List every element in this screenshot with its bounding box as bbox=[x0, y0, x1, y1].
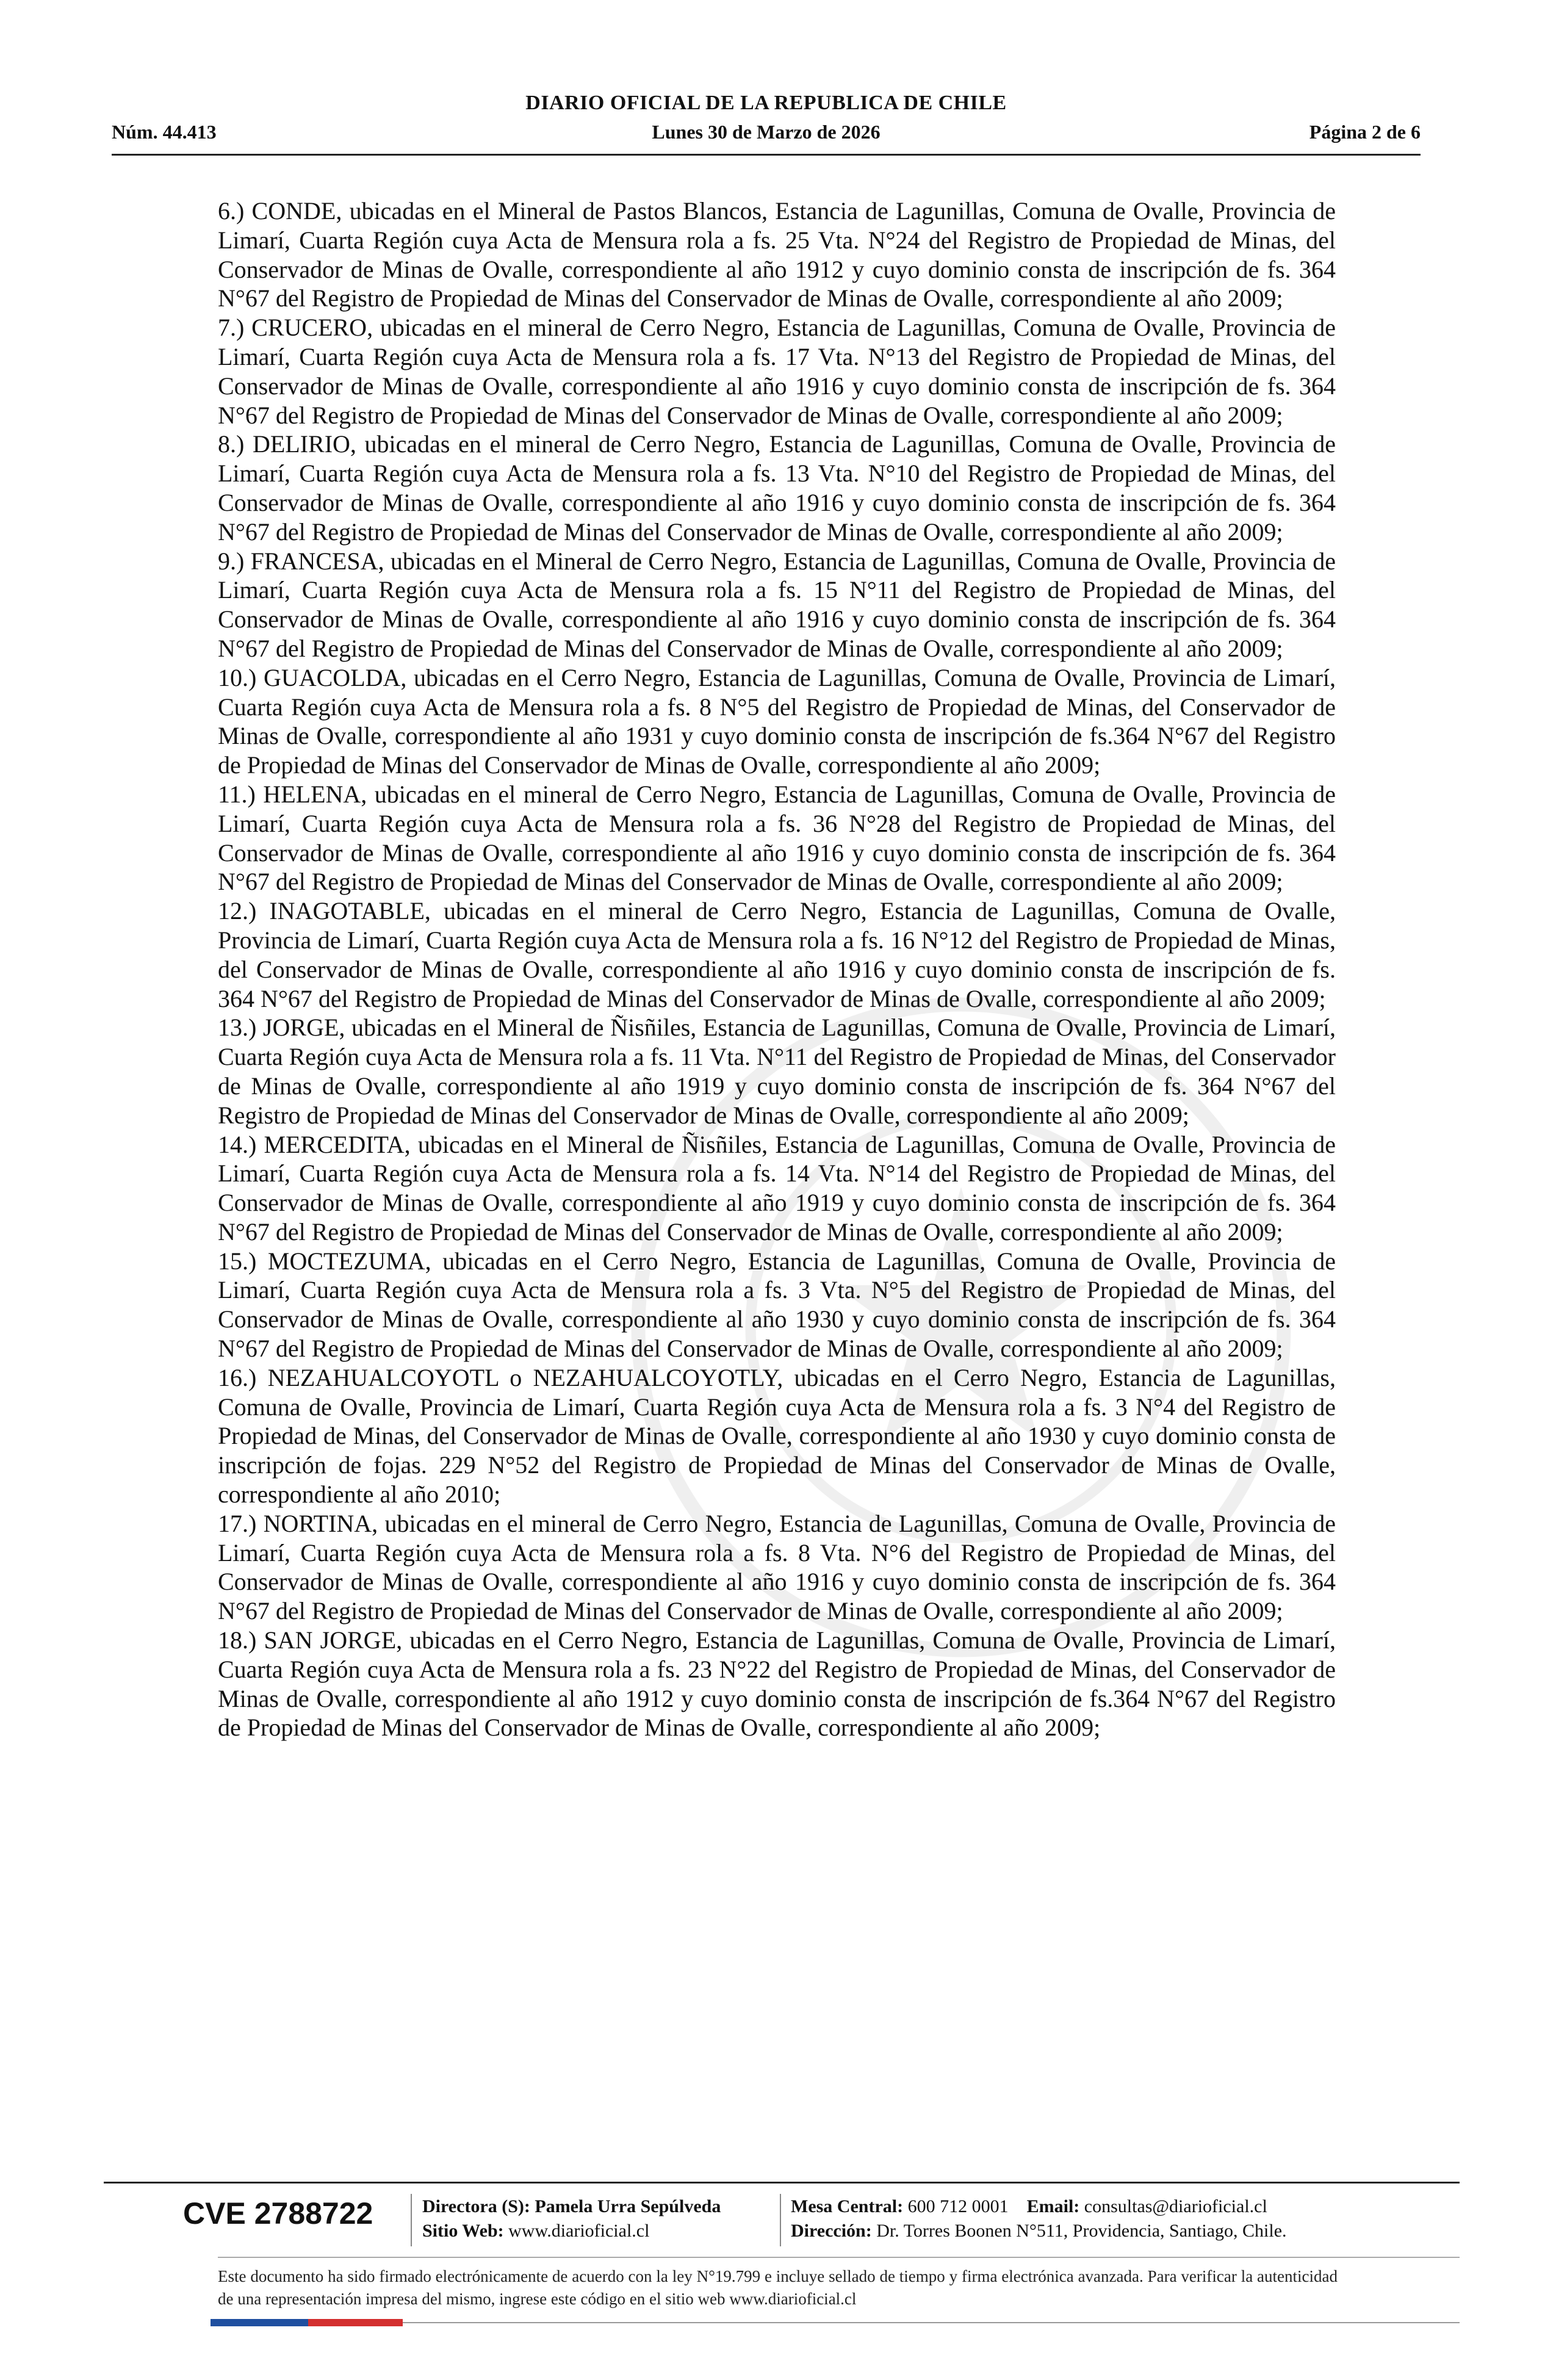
paragraph-11: 11.) HELENA, ubicadas en el mineral de Cerro Negro, Estancia de Lagunillas, Comuna de Ovalle, Provincia de Limarí, Cuarta Región cuya Acta de Mensura rola a fs. 36 N°28 del Registro de Propiedad de Minas, del Conservador de Minas de Ovalle, correspondiente al año 1916 y cuyo dominio consta de inscripción de fs. 364 N°67 del Registro de Propiedad de Minas del Conservador de Minas de Ovalle, correspondiente al año 2009; bbox=[218, 780, 1336, 896]
flag-bar-blue bbox=[211, 2319, 308, 2326]
email-label: Email: bbox=[1026, 2196, 1080, 2216]
signature-note: Este documento ha sido firmado electrónicamente de acuerdo con la ley N°19.799 e incluye sellado de tiempo y firma electrónica avanzada. Para verificar la autenticidad de una representación impresa del mismo, ingrese este código en el sitio web www.diarioficial.cl bbox=[218, 2267, 1338, 2308]
site-label: Sitio Web: bbox=[422, 2221, 504, 2241]
document-body bbox=[218, 197, 1336, 1742]
header-divider bbox=[112, 154, 1421, 156]
paragraph-15: 15.) MOCTEZUMA, ubicadas en el Cerro Negro, Estancia de Lagunillas, Comuna de Ovalle, Provincia de Limarí, Cuarta Región cuya Acta de Mensura rola a fs. 3 Vta. N°5 del Registro de Propiedad de Minas, del Conservador de Minas de Ovalle, correspondiente al año 1930 y cuyo dominio consta de inscripción de fs. 364 N°67 del Registro de Propiedad de Minas del Conservador de Minas de Ovalle, correspondiente al año 2009; bbox=[218, 1247, 1336, 1363]
paragraph-7: 7.) CRUCERO, ubicadas en el mineral de Cerro Negro, Estancia de Lagunillas, Comuna de Ovalle, Provincia de Limarí, Cuarta Región cuya Acta de Mensura rola a fs. 17 Vta. N°13 del Registro de Propiedad de Minas, del Conservador de Minas de Ovalle, correspondiente al año 1916 y cuyo dominio consta de inscripción de fs. 364 N°67 del Registro de Propiedad de Minas del Conservador de Minas de Ovalle, correspondiente al año 2009; bbox=[218, 314, 1336, 429]
publication-title: DIARIO OFICIAL DE LA REPUBLICA DE CHILE bbox=[525, 92, 1007, 114]
director-label: Directora (S): Pamela Urra Sepúlveda bbox=[422, 2196, 721, 2216]
footer-note-divider bbox=[218, 2257, 1460, 2258]
address-label: Dirección: bbox=[791, 2221, 872, 2241]
email-link[interactable]: consultas@diarioficial.cl bbox=[1084, 2196, 1267, 2216]
site-link[interactable]: www.diarioficial.cl bbox=[508, 2221, 650, 2241]
phone-value: 600 712 0001 bbox=[907, 2196, 1009, 2216]
page-header bbox=[112, 92, 1421, 156]
paragraph-9: 9.) FRANCESA, ubicadas en el Mineral de Cerro Negro, Estancia de Lagunillas, Comuna de Ovalle, Provincia de Limarí, Cuarta Región cuya Acta de Mensura rola a fs. 15 N°11 del Registro de Propiedad de Minas, del Conservador de Minas de Ovalle, correspondiente al año 1916 y cuyo dominio consta de inscripción de fs. 364 N°67 del Registro de Propiedad de Minas del Conservador de Minas de Ovalle, correspondiente al año 2009; bbox=[218, 547, 1336, 662]
paragraph-10: 10.) GUACOLDA, ubicadas en el Cerro Negro, Estancia de Lagunillas, Comuna de Ovalle, Provincia de Limarí, Cuarta Región cuya Acta de Mensura rola a fs. 8 N°5 del Registro de Propiedad de Minas, del Conservador de Minas de Ovalle, correspondiente al año 1931 y cuyo dominio consta de inscripción de fs.364 N°67 del Registro de Propiedad de Minas del Conservador de Minas de Ovalle, correspondiente al año 2009; bbox=[218, 663, 1336, 779]
footer-separator bbox=[411, 2194, 412, 2246]
flag-bar-red bbox=[308, 2319, 403, 2326]
paragraph-8: 8.) DELIRIO, ubicadas en el mineral de Cerro Negro, Estancia de Lagunillas, Comuna de Ovalle, Provincia de Limarí, Cuarta Región cuya Acta de Mensura rola a fs. 13 Vta. N°10 del Registro de Propiedad de Minas, del Conservador de Minas de Ovalle, correspondiente al año 1916 y cuyo dominio consta de inscripción de fs. 364 N°67 del Registro de Propiedad de Minas del Conservador de Minas de Ovalle, correspondiente al año 2009; bbox=[218, 430, 1336, 546]
phone-label: Mesa Central: bbox=[791, 2196, 904, 2216]
address-value: Dr. Torres Boonen N°511, Providencia, Santiago, Chile. bbox=[876, 2221, 1287, 2241]
paragraph-17: 17.) NORTINA, ubicadas en el mineral de Cerro Negro, Estancia de Lagunillas, Comuna de Ovalle, Provincia de Limarí, Cuarta Región cuya Acta de Mensura rola a fs. 8 Vta. N°6 del Registro de Propiedad de Minas, del Conservador de Minas de Ovalle, correspondiente al año 1916 y cuyo dominio consta de inscripción de fs. 364 N°67 del Registro de Propiedad de Minas del Conservador de Minas de Ovalle, correspondiente al año 2009; bbox=[218, 1509, 1336, 1625]
footer-separator bbox=[780, 2194, 781, 2246]
footer-contact-block bbox=[791, 2194, 1287, 2243]
paragraph-6: 6.) CONDE, ubicadas en el Mineral de Pastos Blancos, Estancia de Lagunillas, Comuna de Ovalle, Provincia de Limarí, Cuarta Región cuya Acta de Mensura rola a fs. 25 Vta. N°24 del Registro de Propiedad de Minas, del Conservador de Minas de Ovalle, correspondiente al año 1912 y cuyo dominio consta de inscripción de fs. 364 N°67 del Registro de Propiedad de Minas del Conservador de Minas de Ovalle, correspondiente al año 2009; bbox=[218, 197, 1336, 312]
paragraph-12: 12.) INAGOTABLE, ubicadas en el mineral de Cerro Negro, Estancia de Lagunillas, Comuna de Ovalle, Provincia de Limarí, Cuarta Región cuya Acta de Mensura rola a fs. 16 N°12 del Registro de Propiedad de Minas, del Conservador de Minas de Ovalle, correspondiente al año 1916 y cuyo dominio consta de inscripción de fs. 364 N°67 del Registro de Propiedad de Minas del Conservador de Minas de Ovalle, correspondiente al año 2009; bbox=[218, 897, 1336, 1012]
footer-director-block bbox=[422, 2194, 721, 2243]
paragraph-16: 16.) NEZAHUALCOYOTL o NEZAHUALCOYOTLY, ubicadas en el Cerro Negro, Estancia de Lagunillas, Comuna de Ovalle, Provincia de Limarí, Cuarta Región cuya Acta de Mensura rola a fs. 3 N°4 del Registro de Propiedad de Minas, del Conservador de Minas de Ovalle, correspondiente al año 1930 y cuyo dominio consta de inscripción de fojas. 229 N°52 del Registro de Propiedad de Minas del Conservador de Minas de Ovalle, correspondiente al año 2010; bbox=[218, 1363, 1336, 1509]
flag-bar-line bbox=[403, 2322, 1460, 2323]
issue-date: Lunes 30 de Marzo de 2026 bbox=[652, 121, 881, 143]
paragraph-13: 13.) JORGE, ubicadas en el Mineral de Ñisñiles, Estancia de Lagunillas, Comuna de Ovalle, Provincia de Limarí, Cuarta Región cuya Acta de Mensura rola a fs. 11 Vta. N°11 del Registro de Propiedad de Minas, del Conservador de Minas de Ovalle, correspondiente al año 1919 y cuyo dominio consta de inscripción de fs. 364 N°67 del Registro de Propiedad de Minas del Conservador de Minas de Ovalle, correspondiente al año 2009; bbox=[218, 1014, 1336, 1129]
paragraph-18: 18.) SAN JORGE, ubicadas en el Cerro Negro, Estancia de Lagunillas, Comuna de Ovalle, Provincia de Limarí, Cuarta Región cuya Acta de Mensura rola a fs. 23 N°22 del Registro de Propiedad de Minas, del Conservador de Minas de Ovalle, correspondiente al año 1912 y cuyo dominio consta de inscripción de fs.364 N°67 del Registro de Propiedad de Minas del Conservador de Minas de Ovalle, correspondiente al año 2009; bbox=[218, 1626, 1336, 1742]
footer-divider bbox=[104, 2182, 1460, 2183]
cve-code: CVE 2788722 bbox=[183, 2196, 373, 2230]
paragraph-14: 14.) MERCEDITA, ubicadas en el Mineral de Ñisñiles, Estancia de Lagunillas, Comuna de Ovalle, Provincia de Limarí, Cuarta Región cuya Acta de Mensura rola a fs. 14 Vta. N°14 del Registro de Propiedad de Minas, del Conservador de Minas de Ovalle, correspondiente al año 1919 y cuyo dominio consta de inscripción de fs. 364 N°67 del Registro de Propiedad de Minas del Conservador de Minas de Ovalle, correspondiente al año 2009; bbox=[218, 1130, 1336, 1246]
page-number: Página 2 de 6 bbox=[1309, 121, 1421, 143]
issue-number: Núm. 44.413 bbox=[112, 121, 217, 143]
